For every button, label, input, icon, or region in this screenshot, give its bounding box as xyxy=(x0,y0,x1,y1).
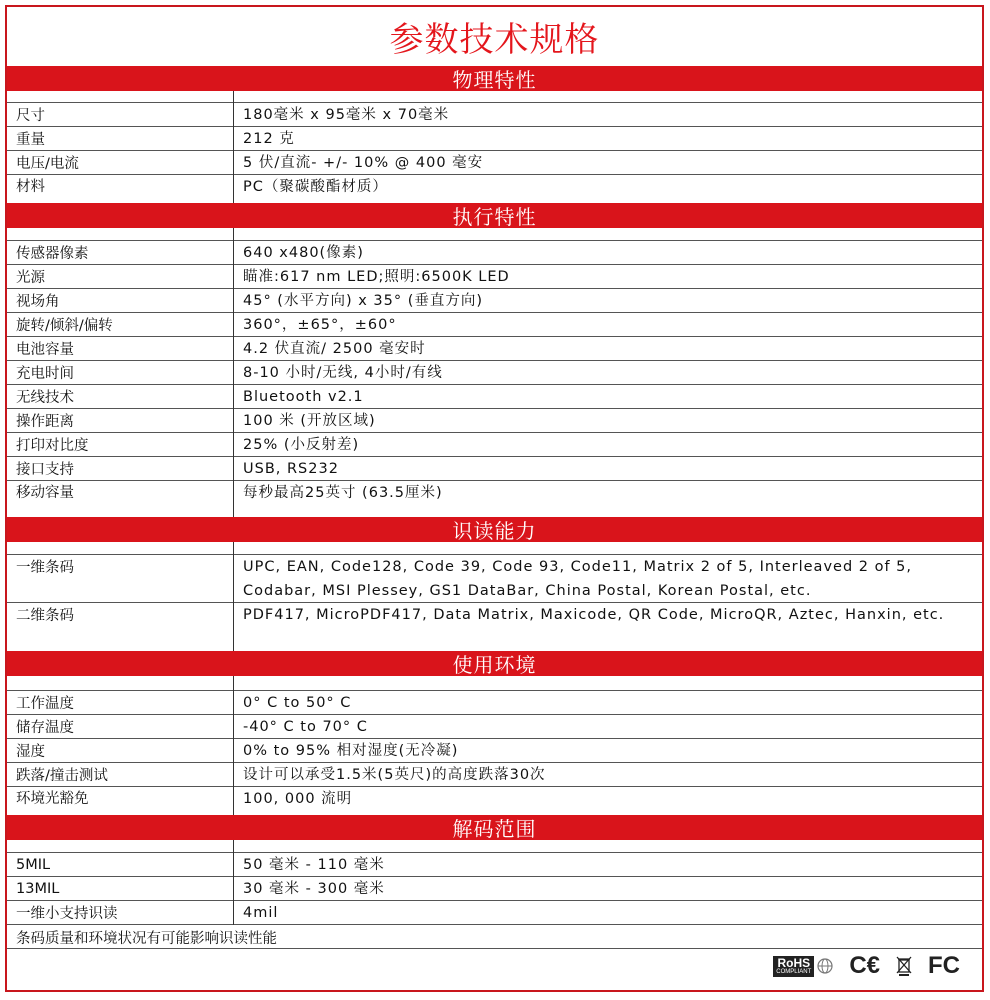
spec-value: 180毫米 x 95毫米 x 70毫米 xyxy=(243,106,450,123)
spec-label: 接口支持 xyxy=(16,462,74,478)
spec-row xyxy=(7,877,982,901)
spec-row xyxy=(7,433,982,457)
spec-value: UPC, EAN, Code128, Code 39, Code 93, Code11, Matrix 2 of 5, Interleaved 2 of 5, Codabar, MSI Plessey, GS1 DataBar, China Postal, Korean Postal, etc. xyxy=(243,559,913,599)
spec-value: 设计可以承受1.5米(5英尺)的高度跌落30次 xyxy=(243,766,546,783)
spec-value: PC（聚碳酸酯材质） xyxy=(243,179,388,195)
spec-value: 0° C to 50° C xyxy=(243,694,352,711)
spec-row xyxy=(7,289,982,313)
spec-row xyxy=(7,409,982,433)
spec-value: 45° (水平方向) x 35° (垂直方向) xyxy=(243,292,484,309)
spec-value: 瞄准:617 nm LED;照明:6500K LED xyxy=(243,268,510,285)
spec-value: 640 x480(像素) xyxy=(243,244,364,261)
spec-row xyxy=(7,603,982,651)
spec-label: 视场角 xyxy=(16,294,60,310)
footnote-text: 条码质量和环境状况有可能影响识读性能 xyxy=(16,931,277,947)
section-heading-environment: 使用环境 xyxy=(7,651,982,676)
page-title: 参数技术规格 xyxy=(389,20,600,60)
spec-label: 跌落/撞击测试 xyxy=(16,768,108,784)
spec-value: 5 伏/直流- +/- 10% @ 400 毫安 xyxy=(243,154,484,171)
spec-label: 工作温度 xyxy=(16,696,74,712)
section-heading-performance: 执行特性 xyxy=(7,203,982,228)
spec-row xyxy=(7,691,982,715)
spec-label: 5MIL xyxy=(16,856,51,873)
spec-value: 212 克 xyxy=(243,130,295,147)
spec-value: Bluetooth v2.1 xyxy=(243,388,364,405)
spec-label: 传感器像素 xyxy=(16,246,89,262)
spec-row xyxy=(7,313,982,337)
spec-label: 电池容量 xyxy=(16,342,74,358)
spec-value: 360°，±65°，±60° xyxy=(243,316,397,333)
spec-label: 无线技术 xyxy=(16,390,74,406)
footnote xyxy=(7,925,982,949)
spec-label: 重量 xyxy=(16,132,45,148)
section-heading-decode-range: 解码范围 xyxy=(7,815,982,840)
spec-row xyxy=(7,787,982,815)
spec-value: USB, RS232 xyxy=(243,460,339,477)
spec-row xyxy=(7,853,982,877)
spec-value: 每秒最高25英寸 (63.5厘米) xyxy=(243,485,443,501)
spec-label: 一维条码 xyxy=(16,560,74,576)
spec-row xyxy=(7,739,982,763)
spec-row xyxy=(7,901,982,925)
spec-row xyxy=(7,151,982,175)
spec-label: 操作距离 xyxy=(16,414,74,430)
spec-row xyxy=(7,715,982,739)
spec-label: 打印对比度 xyxy=(16,438,89,454)
spec-value: 100 米 (开放区域) xyxy=(243,412,376,429)
spec-label: 储存温度 xyxy=(16,720,74,736)
spec-label: 充电时间 xyxy=(16,366,74,382)
spec-row xyxy=(7,337,982,361)
spec-value: 0% to 95% 相对湿度(无冷凝) xyxy=(243,742,459,759)
spec-label: 二维条码 xyxy=(16,608,74,624)
weee-bin-icon xyxy=(896,955,912,977)
spec-value: 30 毫米 - 300 毫米 xyxy=(243,880,385,897)
certification-marks xyxy=(773,952,960,980)
spec-row xyxy=(7,103,982,127)
spec-value: 50 毫米 - 110 毫米 xyxy=(243,856,385,873)
section-heading-reading: 识读能力 xyxy=(7,517,982,542)
ce-mark-icon: C​€ xyxy=(849,952,880,979)
spec-row xyxy=(7,457,982,481)
spec-row xyxy=(7,555,982,603)
spec-label: 环境光豁免 xyxy=(16,791,89,807)
spec-value: -40° C to 70° C xyxy=(243,718,368,735)
spec-label: 尺寸 xyxy=(16,108,45,124)
spec-label: 13MIL xyxy=(16,880,60,897)
spec-value: 100, 000 流明 xyxy=(243,791,353,807)
spec-value: 4.2 伏直流/ 2500 毫安时 xyxy=(243,340,426,357)
spec-row xyxy=(7,127,982,151)
spec-label: 电压/电流 xyxy=(16,156,79,172)
spec-label: 光源 xyxy=(16,270,45,286)
section-heading-physical: 物理特性 xyxy=(7,66,982,91)
spec-value: 25% (小反射差) xyxy=(243,436,360,453)
spec-row xyxy=(7,265,982,289)
spec-value: PDF417, MicroPDF417, Data Matrix, Maxicode, QR Code, MicroQR, Aztec, Hanxin, etc. xyxy=(243,607,945,623)
spec-label: 一维小支持识读 xyxy=(16,906,118,922)
spec-sheet xyxy=(5,5,984,992)
rohs-sub-label: COMPLIANT xyxy=(776,968,812,975)
spec-value: 8-10 小时/无线, 4小时/有线 xyxy=(243,364,443,381)
spec-row xyxy=(7,175,982,203)
spec-label: 湿度 xyxy=(16,744,45,760)
rohs-compliant-icon xyxy=(773,956,833,977)
spec-row xyxy=(7,763,982,787)
spec-row xyxy=(7,241,982,265)
spec-row xyxy=(7,361,982,385)
spec-label: 旋转/倾斜/偏转 xyxy=(16,318,113,334)
spec-label: 移动容量 xyxy=(16,485,74,501)
fcc-mark-icon: FC xyxy=(928,952,960,979)
spec-label: 材料 xyxy=(16,179,45,195)
spec-row xyxy=(7,481,982,517)
spec-value: 4mil xyxy=(243,904,279,921)
rohs-label: RoHS xyxy=(777,955,811,970)
globe-icon xyxy=(817,958,833,974)
spec-row xyxy=(7,385,982,409)
